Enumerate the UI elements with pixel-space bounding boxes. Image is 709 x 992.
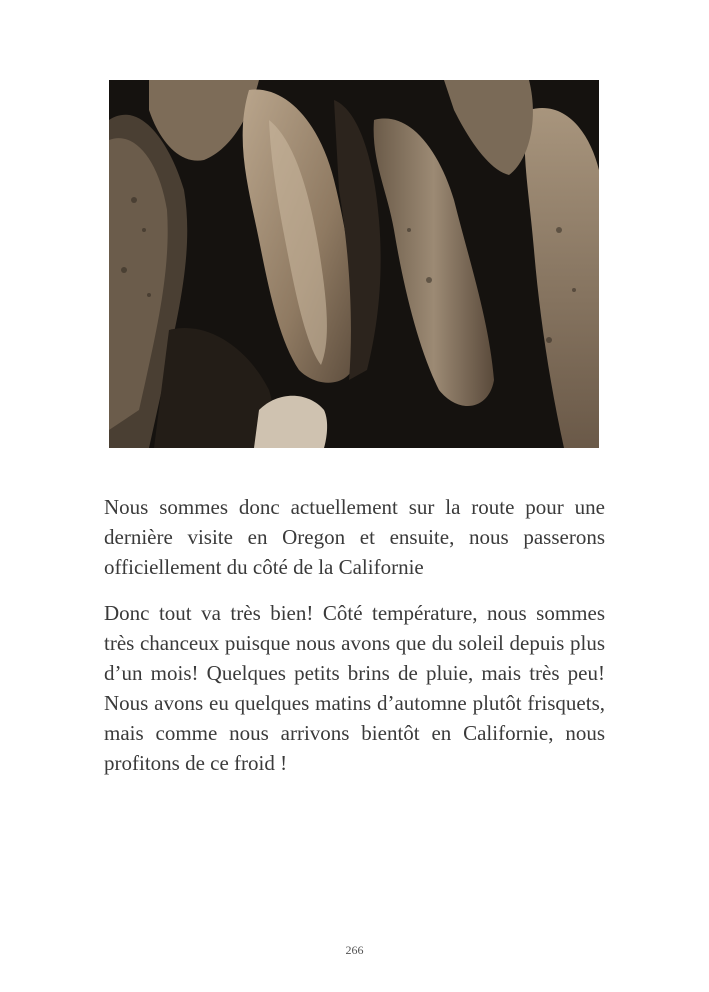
cave-rock-photo	[109, 80, 599, 448]
paragraph-weather: Donc tout va très bien! Côté température, nous sommes très chanceux puisque nous avons que du soleil depuis plus d’un mois! Quelques petits brins de pluie, mais très peu! Nous avons eu quelques matins d’automne plutôt frisquets, mais comme nous arrivons bientôt en Californie, nous profitons de ce froid !	[104, 601, 605, 775]
paragraph-route: Nous sommes donc actuellement sur la route pour une dernière visite en Oregon et ensuite, nous passerons officiellement du côté de la Californie	[104, 495, 605, 579]
page-number: 266	[345, 943, 364, 957]
